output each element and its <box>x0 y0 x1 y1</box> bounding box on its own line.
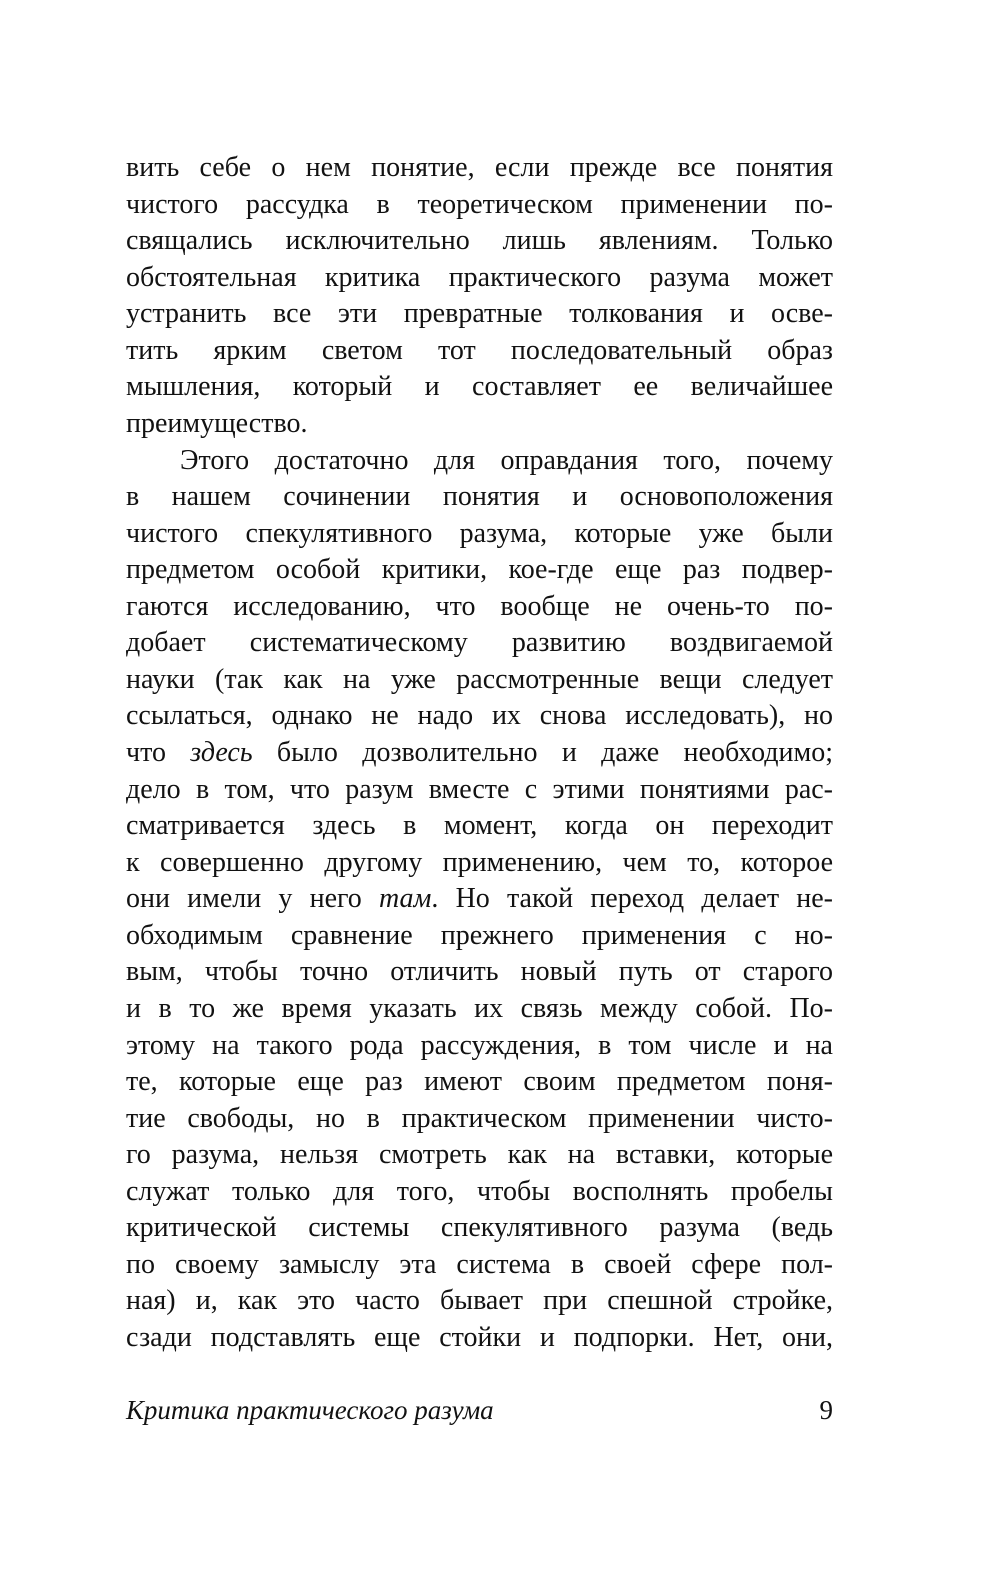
text-run: по своему замыслу эта система в своей сфере пол- <box>126 1248 833 1280</box>
text-line <box>126 479 833 516</box>
text-run: дело в том, что разум вместе с этими понятиями рас- <box>126 773 833 805</box>
text-run: критической системы спекулятивного разума (ведь <box>126 1212 833 1244</box>
text-run: . Но такой переход делает не- <box>431 883 833 915</box>
text-line <box>126 918 833 955</box>
text-line <box>126 845 833 882</box>
text-line <box>126 735 833 772</box>
text-run: чистого спекулятивного разума, которые уже были <box>126 517 833 549</box>
text-line <box>126 698 833 735</box>
text-line <box>126 260 833 297</box>
text-line <box>126 187 833 224</box>
body-text <box>126 150 833 1357</box>
text-run: те, которые еще раз имеют своим предметом поня- <box>126 1066 833 1098</box>
text-line <box>126 1210 833 1247</box>
text-line <box>126 516 833 553</box>
text-line <box>126 1320 833 1357</box>
text-run: го разума, нельзя смотреть как на вставки, которые <box>126 1139 833 1171</box>
text-run: свящались исключительно лишь явлениям. Только <box>126 225 833 257</box>
text-line <box>126 223 833 260</box>
text-run: гаются исследованию, что вообще не очень-то по- <box>126 590 833 622</box>
text-line <box>126 625 833 662</box>
text-line <box>126 552 833 589</box>
text-line <box>126 881 833 918</box>
text-run: было дозволительно и даже необходимо; <box>252 737 833 768</box>
text-run: в нашем сочинении понятия и основоположения <box>126 481 833 513</box>
text-run: тить ярким светом тот последовательный образ <box>126 334 833 366</box>
text-run: преимущество. <box>126 407 308 439</box>
text-run: добает систематическому развитию воздвигаемой <box>126 627 833 659</box>
text-line <box>126 1101 833 1138</box>
text-line <box>126 1028 833 1065</box>
text-line <box>126 369 833 406</box>
text-run: предметом особой критики, кое-где еще раз подвер- <box>126 554 833 586</box>
text-run: тие свободы, но в практическом применении чисто- <box>126 1102 833 1134</box>
text-line <box>126 333 833 370</box>
text-run: науки (так как на уже рассмотренные вещи следует <box>126 663 833 695</box>
text-run: обстоятельная критика практического разума может <box>126 261 833 293</box>
text-line <box>126 443 833 480</box>
text-line <box>126 1247 833 1284</box>
text-run: и в то же время указать их связь между собой. По- <box>126 992 833 1024</box>
emphasized-text: там <box>378 883 432 915</box>
text-run: вым, чтобы точно отличить новый путь от старого <box>126 956 833 988</box>
text-run: служат только для того, чтобы восполнять пробелы <box>126 1175 833 1207</box>
text-line <box>126 1174 833 1211</box>
text-run: ссылаться, однако не надо их снова исследовать), но <box>126 700 833 732</box>
text-run: сзади подставлять еще стойки и подпорки. Нет, они, <box>126 1322 833 1353</box>
text-run: ная) и, как это часто бывает при спешной стройке, <box>126 1285 833 1317</box>
text-line <box>126 589 833 626</box>
text-line <box>126 808 833 845</box>
footer-page-number: 9 <box>819 1395 833 1425</box>
text-line <box>126 1283 833 1320</box>
text-line <box>126 954 833 991</box>
text-line <box>126 406 833 443</box>
text-line <box>126 296 833 333</box>
text-run: чистого рассудка в теоретическом применении по- <box>126 188 833 220</box>
text-run: устранить все эти превратные толкования и осве- <box>126 298 833 330</box>
text-run: этому на такого рода рассуждения, в том числе и на <box>126 1029 833 1061</box>
text-run: вить себе о нем понятие, если прежде все понятия <box>126 152 833 183</box>
text-run: сматривается здесь в момент, когда он переходит <box>126 810 833 842</box>
text-line <box>126 662 833 699</box>
text-run: они имели у него <box>126 883 379 915</box>
footer <box>126 1392 833 1428</box>
text-run: мышления, который и составляет ее величайшее <box>126 371 833 403</box>
text-run: Этого достаточно для оправдания того, почему <box>180 444 833 476</box>
text-line <box>126 991 833 1028</box>
text-line <box>126 772 833 809</box>
text-run: обходимым сравнение прежнего применения с но- <box>126 919 833 951</box>
text-line <box>126 1137 833 1174</box>
footer-book-title: Критика практического разума <box>126 1395 494 1425</box>
text-run: к совершенно другому применению, чем то, которое <box>126 846 833 878</box>
text-line <box>126 1064 833 1101</box>
emphasized-text: здесь <box>190 737 253 768</box>
text-line <box>126 150 833 187</box>
text-run: что <box>126 737 191 768</box>
